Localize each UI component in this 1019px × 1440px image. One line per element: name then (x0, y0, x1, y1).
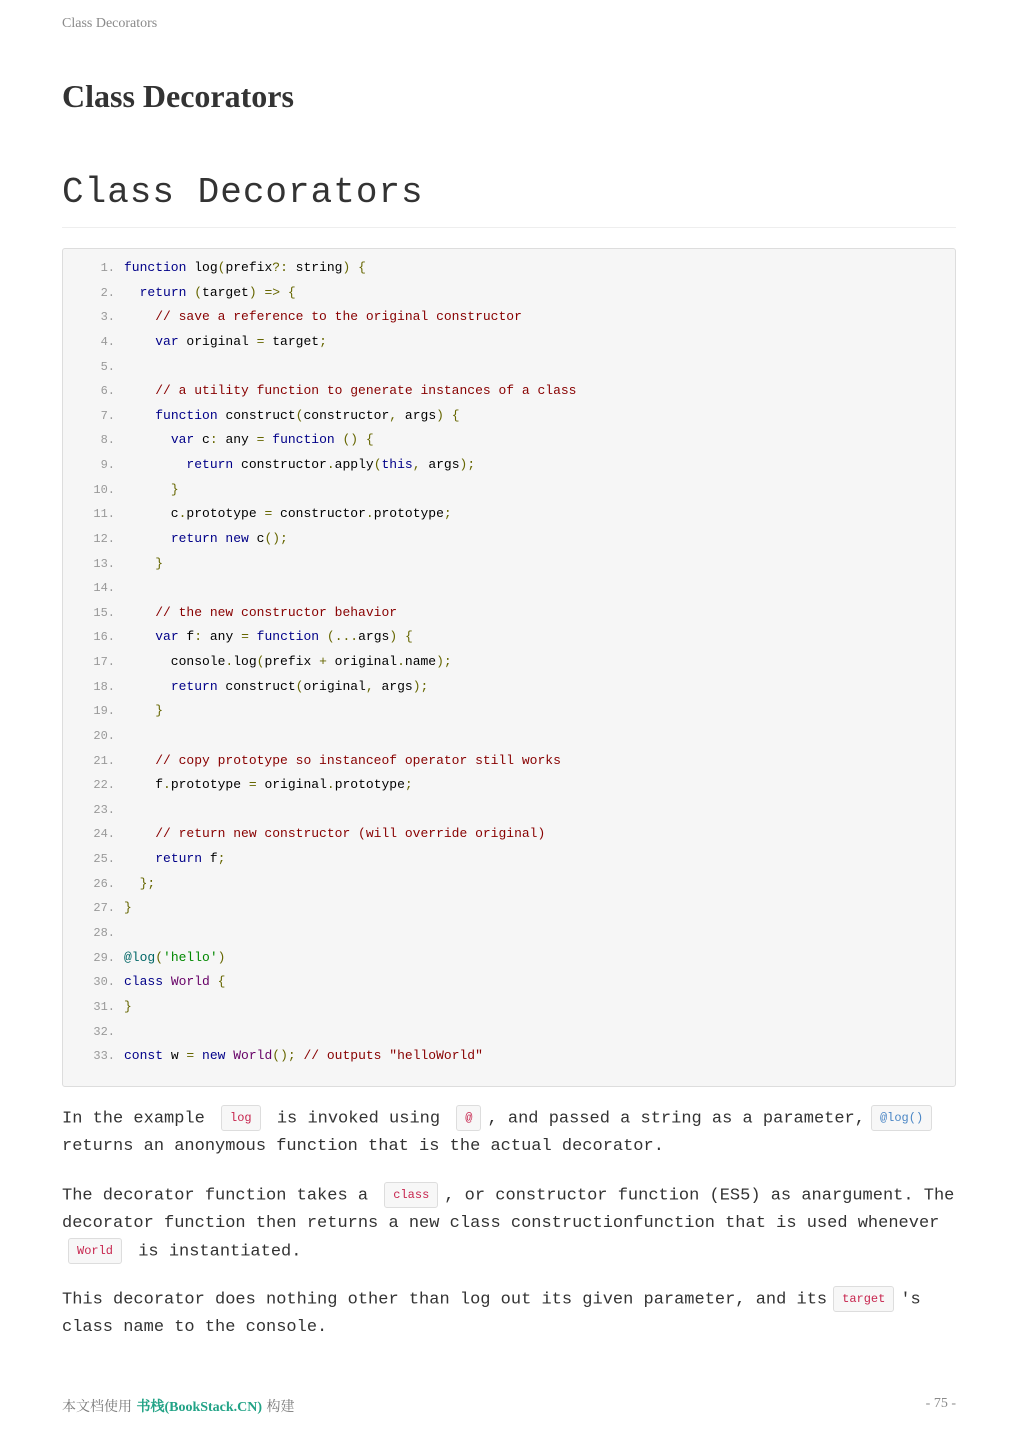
code-token: any (202, 629, 242, 645)
line-number: 22. (93, 778, 115, 793)
line-number: 3. (100, 310, 115, 325)
code-token: c (124, 506, 179, 522)
code-token: prefix (225, 260, 273, 275)
paragraph-text: , and passed a string as a parameter, (487, 1109, 865, 1129)
code-token: construct (217, 407, 296, 423)
code-token: console (124, 654, 226, 670)
code-token: ); (436, 654, 452, 670)
code-line (63, 480, 179, 500)
code-token: // outputs "helloWorld" (295, 1048, 483, 1064)
line-number: 29. (93, 950, 115, 965)
code-token: args (420, 457, 460, 473)
code-token: ( (373, 457, 382, 473)
line-number: 2. (100, 285, 115, 300)
paragraph-text: returns an anonymous function that is the actual decorator. (62, 1137, 664, 1157)
code-line (63, 874, 155, 894)
code-token: prototype (373, 506, 444, 522)
line-number: 1. (100, 261, 115, 275)
line-number: 10. (93, 482, 115, 497)
page-number: - 75 - (925, 1396, 956, 1411)
line-number: 5. (100, 359, 115, 374)
line-number: 24. (93, 827, 115, 842)
code-token: @log (124, 949, 156, 965)
paragraph-text: 's class name to the console. (62, 1290, 921, 1338)
paragraph-text: This decorator does nothing other than log out its given parameter, and its (62, 1290, 828, 1310)
code-line (63, 307, 522, 327)
paragraph-text: In the example (62, 1109, 216, 1129)
code-token: constructor (233, 457, 327, 473)
code-token: original (326, 654, 398, 670)
code-token: (); (272, 1048, 296, 1064)
line-number: 21. (93, 753, 115, 768)
code-token: => (256, 284, 281, 300)
code-token: // return new constructor (will override original) (155, 826, 546, 842)
code-token (124, 482, 171, 497)
code-token: return (186, 457, 234, 473)
code-token (124, 383, 155, 398)
code-token: ?: (272, 260, 288, 275)
code-token: return (139, 284, 187, 300)
code-token: ; (217, 851, 226, 867)
code-token: var (170, 432, 195, 448)
code-token: (... (319, 629, 359, 645)
line-number: 11. (93, 507, 115, 522)
code-token: new (217, 530, 249, 546)
code-token: ( (295, 407, 304, 423)
code-token: . (365, 506, 374, 522)
line-number: 15. (93, 605, 115, 620)
code-token: = (256, 333, 265, 349)
code-token: f (178, 629, 195, 645)
code-token: ) (436, 407, 444, 423)
code-token: { (350, 260, 366, 275)
code-line (63, 627, 413, 647)
paragraph-text: , or constructor function (ES5) as anargument. The decorator function then returns a new class constructionfunction that is used whenever (62, 1186, 955, 1234)
code-line (63, 677, 428, 697)
code-line (63, 430, 374, 450)
code-token (124, 605, 155, 620)
code-token: prefix (264, 654, 320, 670)
code-token: ( (217, 260, 226, 275)
code-token: () (334, 432, 359, 448)
running-header: Class Decorators (62, 16, 158, 31)
code-token: . (225, 654, 234, 670)
code-token (124, 556, 155, 571)
code-token: name (404, 654, 437, 670)
code-token: var (155, 333, 179, 349)
code-token: } (170, 481, 179, 497)
code-token: ( (155, 949, 164, 965)
code-line (63, 283, 296, 303)
line-number: 4. (100, 334, 115, 349)
paragraph-example (62, 1105, 956, 1161)
code-token: const (124, 1048, 164, 1064)
code-token: any (217, 432, 257, 448)
code-line (63, 554, 163, 574)
code-token: = (186, 1048, 195, 1064)
paragraph-text: The decorator function takes a (62, 1186, 379, 1206)
code-token (124, 285, 140, 300)
paragraph-decorator-function (62, 1182, 956, 1267)
code-token (124, 309, 155, 324)
code-token: . (326, 457, 335, 473)
code-token: original (256, 777, 327, 793)
code-token: function (264, 432, 335, 448)
inline-code-at: @ (456, 1105, 481, 1131)
code-token: target (202, 284, 249, 300)
code-line (63, 381, 577, 401)
code-token: original (178, 333, 257, 349)
code-token: function (248, 629, 320, 645)
paragraph-text: is invoked using (266, 1109, 451, 1129)
code-token: World (163, 974, 210, 990)
code-token: prototype (334, 777, 405, 793)
code-token: // a utility function to generate instances of a class (155, 383, 577, 399)
code-token: args (373, 678, 413, 694)
code-token: . (163, 777, 171, 793)
code-line (63, 800, 124, 820)
code-token: ); (412, 678, 429, 694)
code-line (63, 948, 225, 968)
code-token: f (124, 777, 164, 793)
line-number: 27. (93, 901, 115, 916)
code-line (63, 578, 124, 598)
code-token: ) (342, 260, 351, 275)
line-number: 19. (93, 704, 115, 719)
code-token: prototype (170, 777, 249, 793)
footer-suffix: 构建 (262, 1399, 295, 1415)
code-token (124, 432, 171, 447)
line-number: 18. (93, 679, 115, 694)
bookstack-link[interactable]: 书栈(BookStack.CN) (136, 1400, 263, 1415)
code-token: ; (404, 777, 413, 793)
footer-credit (62, 1396, 295, 1416)
code-line (63, 332, 327, 352)
code-token: return (170, 678, 218, 694)
line-number: 31. (93, 999, 115, 1014)
line-number: 30. (93, 975, 115, 990)
line-number: 26. (93, 876, 115, 891)
code-line (63, 726, 124, 746)
code-block (62, 248, 956, 1087)
code-token: } (124, 900, 132, 916)
code-token: ; (319, 333, 327, 349)
code-token: args (358, 629, 390, 645)
code-token: : (194, 629, 203, 645)
inline-code-class: class (384, 1182, 438, 1208)
code-token (124, 408, 155, 423)
code-token: . (178, 506, 187, 522)
inline-code-world: World (68, 1238, 122, 1264)
code-token: return (155, 851, 203, 867)
line-number: 32. (93, 1024, 115, 1039)
code-token: { (443, 407, 460, 423)
code-token: log (186, 260, 218, 275)
line-number: 20. (93, 728, 115, 743)
code-token: string (287, 260, 343, 275)
code-line (63, 997, 132, 1017)
code-line (63, 972, 225, 992)
code-token: target (264, 333, 320, 349)
code-token: = (256, 432, 265, 448)
code-token: ( (186, 284, 203, 300)
line-number: 12. (93, 531, 115, 546)
code-token: ) (217, 949, 226, 965)
paragraph-text: is instantiated. (128, 1242, 302, 1262)
code-token: ( (256, 654, 265, 670)
code-line (63, 751, 561, 771)
code-line (63, 898, 132, 918)
code-token: { (209, 974, 226, 990)
code-token: log (233, 654, 257, 670)
code-token (124, 753, 155, 768)
code-token: . (397, 654, 405, 670)
code-token: function (124, 260, 187, 275)
section-title: Class Decorators (62, 172, 956, 228)
line-number: 16. (93, 630, 115, 645)
code-token: apply (334, 457, 374, 473)
code-token (124, 531, 171, 546)
line-number: 17. (93, 655, 115, 670)
code-token: ; (443, 506, 452, 522)
code-token (124, 703, 155, 718)
line-number: 13. (93, 556, 115, 571)
line-number: 7. (100, 408, 115, 423)
code-line (63, 603, 397, 623)
code-token: c (194, 432, 210, 448)
code-token: { (280, 284, 296, 300)
code-token (124, 679, 171, 694)
code-token (124, 334, 155, 349)
inline-code-log-call: @log() (871, 1105, 932, 1131)
code-token: World (225, 1048, 273, 1064)
code-token (124, 457, 186, 472)
code-line (63, 824, 545, 844)
code-token: this (381, 457, 413, 473)
code-line (63, 504, 452, 524)
code-line (63, 923, 124, 943)
code-token: // copy prototype so instanceof operator still works (155, 752, 561, 768)
code-token: w (163, 1048, 187, 1064)
code-token: ) (389, 629, 398, 645)
line-number: 28. (93, 926, 115, 940)
code-token: prototype (186, 506, 265, 522)
code-token: = (264, 506, 273, 522)
code-token: (); (264, 530, 288, 546)
code-token (124, 851, 155, 866)
code-token: = (241, 629, 249, 645)
line-number: 8. (100, 433, 115, 448)
line-number: 14. (93, 581, 115, 596)
code-token (124, 629, 155, 644)
code-line (63, 1046, 483, 1066)
code-token: return (170, 530, 218, 546)
code-token: ) (248, 284, 257, 300)
code-token: args (397, 407, 437, 423)
code-token: construct (217, 678, 296, 694)
code-token: { (397, 629, 413, 645)
code-token: ( (295, 678, 304, 694)
code-token: , (365, 678, 374, 694)
code-line (63, 406, 460, 426)
code-line (63, 652, 452, 672)
code-token: ); (459, 457, 476, 473)
footer-prefix: 本文档使用 (62, 1399, 137, 1415)
code-token (124, 876, 140, 891)
code-token: : (209, 432, 218, 448)
code-line (63, 1022, 124, 1042)
code-token: } (155, 703, 164, 719)
code-token: , (412, 457, 421, 473)
code-token: 'hello' (163, 949, 218, 965)
line-number: 6. (100, 384, 115, 399)
code-token: new (194, 1048, 226, 1064)
code-token: , (389, 407, 398, 423)
chapter-title: Class Decorators (62, 78, 294, 114)
line-number: 23. (93, 802, 115, 817)
line-number: 9. (100, 458, 115, 473)
code-token: }; (139, 875, 156, 891)
code-line (63, 775, 413, 795)
code-token: c (248, 530, 265, 546)
line-number: 33. (93, 1049, 115, 1064)
code-token: f (202, 851, 218, 867)
code-token: } (155, 555, 164, 571)
code-line (63, 849, 225, 869)
code-token: + (319, 654, 327, 670)
code-token: // the new constructor behavior (155, 604, 398, 620)
code-token: } (124, 998, 132, 1014)
code-line (63, 529, 288, 549)
code-line (63, 357, 124, 377)
paragraph-summary (62, 1286, 956, 1342)
inline-code-target: target (833, 1286, 894, 1312)
code-token: // save a reference to the original constructor (155, 309, 522, 325)
code-token: . (326, 777, 335, 793)
code-line (63, 701, 163, 721)
line-number: 25. (93, 852, 115, 867)
code-line (63, 455, 475, 475)
code-token: { (358, 432, 374, 448)
code-token (124, 826, 155, 841)
code-token: original (303, 678, 366, 694)
code-token: function (155, 407, 218, 423)
inline-code-log: log (221, 1105, 261, 1131)
code-line (63, 258, 366, 278)
code-token: = (248, 777, 257, 793)
code-token: constructor (272, 506, 366, 522)
code-token: var (155, 629, 179, 645)
code-token: class (124, 974, 164, 990)
code-token: constructor (303, 407, 390, 423)
